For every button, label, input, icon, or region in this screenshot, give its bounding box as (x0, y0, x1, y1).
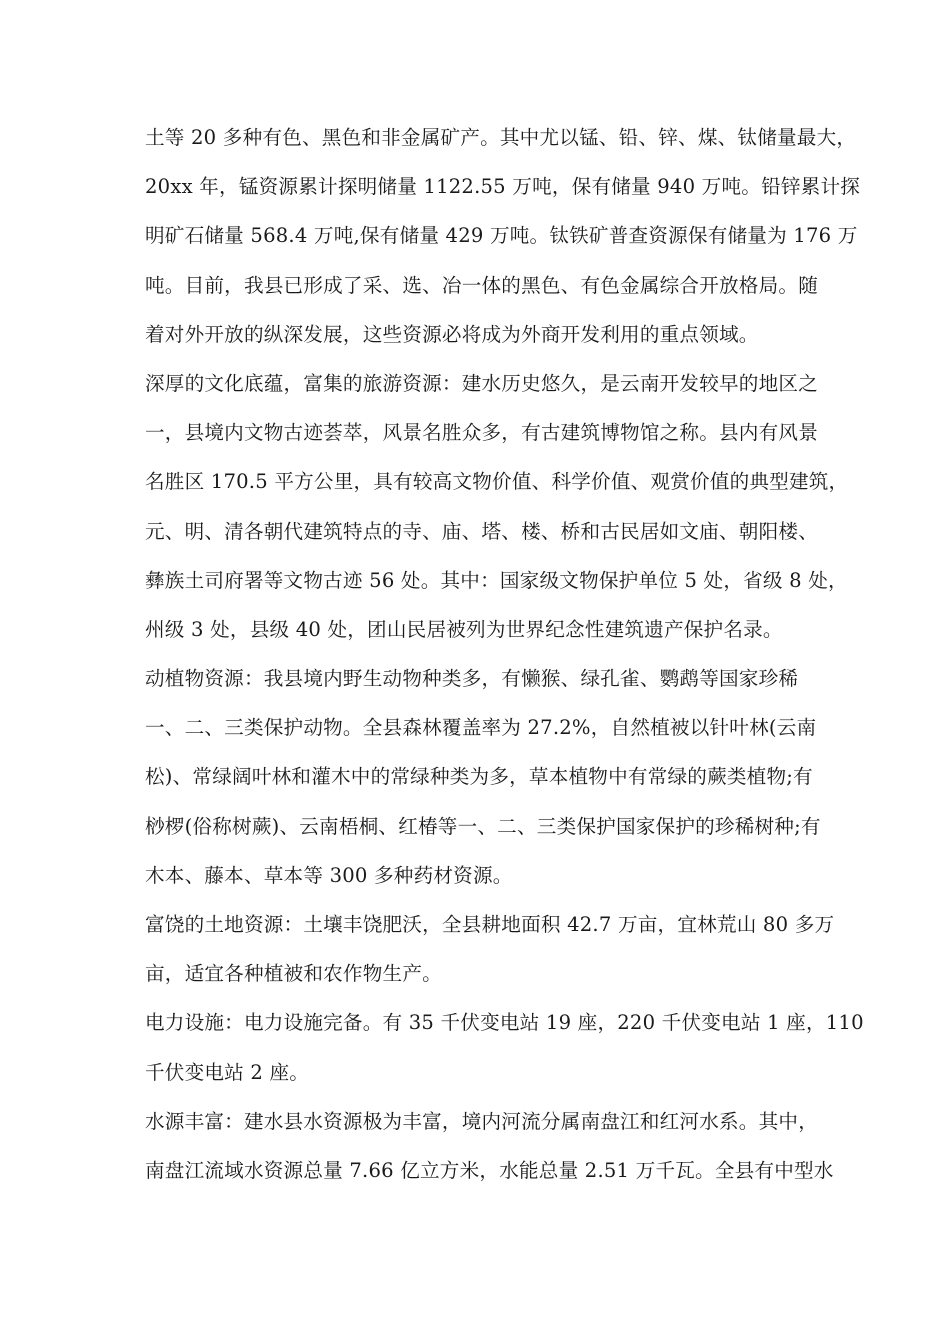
text-line: 吨。目前，我县已形成了采、选、冶一体的黑色、有色金属综合开放格局。随 (145, 273, 818, 297)
text-line: 松)、常绿阔叶林和灌木中的常绿种类为多，草本植物中有常绿的蕨类植物;有 (145, 765, 813, 789)
text-line: 土等 20 多种有色、黑色和非金属矿产。其中尤以锰、铅、锌、煤、钛储量最大， (145, 126, 857, 149)
text-line: 州级 3 处，县级 40 处，团山民居被列为世界纪念性建筑遗产保护名录。 (145, 617, 783, 641)
text-line: 名胜区 170.5 平方公里，具有较高文物价值、科学价值、观赏价值的典型建筑， (145, 470, 849, 494)
text-line: 彝族土司府署等文物古迹 56 处。其中：国家级文物保护单位 5 处，省级 8 处， (145, 568, 848, 592)
text-line: 富饶的土地资源：土壤丰饶肥沃，全县耕地面积 42.7 万亩，宜林荒山 80 多万 (145, 913, 835, 936)
text-line: 明矿石储量 568.4 万吨,保有储量 429 万吨。钛铁矿普查资源保有储量为 176 万 (145, 224, 858, 248)
text-line: 亩，适宜各种植被和农作物生产。 (145, 962, 442, 986)
text-line: 水源丰富：建水县水资源极为丰富，境内河流分属南盘江和红河水系。其中， (145, 1109, 818, 1133)
text-line: 动植物资源：我县境内野生动物种类多，有懒猴、绿孔雀、鹦鹉等国家珍稀 (145, 667, 799, 691)
text-line: 元、明、清各朝代建筑特点的寺、庙、塔、楼、桥和古民居如文庙、朝阳楼、 (145, 519, 818, 543)
text-line: 桫椤(俗称树蕨)、云南梧桐、红椿等一、二、三类保护国家保护的珍稀树种;有 (145, 814, 821, 838)
text-line: 深厚的文化底蕴，富集的旅游资源：建水历史悠久，是云南开发较早的地区之 (145, 371, 818, 395)
text-line: 千伏变电站 2 座。 (145, 1060, 310, 1084)
text-line: 南盘江流域水资源总量 7.66 亿立方米，水能总量 2.51 万千瓦。全县有中型水 (145, 1158, 834, 1182)
text-line: 电力设施：电力设施完备。有 35 千伏变电站 19 座，220 千伏变电站 1 座，110 (145, 1011, 864, 1035)
text-line: 着对外开放的纵深发展，这些资源必将成为外商开发利用的重点领域。 (145, 322, 759, 346)
body-text (145, 113, 864, 1195)
text-line: 20xx 年，锰资源累计探明储量 1122.55 万吨，保有储量 940 万吨。铅锌累计探 (145, 175, 861, 199)
text-line: 一、二、三类保护动物。全县森林覆盖率为 27.2%，自然植被以针叶林(云南 (145, 716, 817, 740)
text-line: 一，县境内文物古迹荟萃，风景名胜众多，有古建筑博物馆之称。县内有风景 (145, 421, 818, 445)
text-line: 木本、藤本、草本等 300 多种药材资源。 (145, 863, 513, 887)
